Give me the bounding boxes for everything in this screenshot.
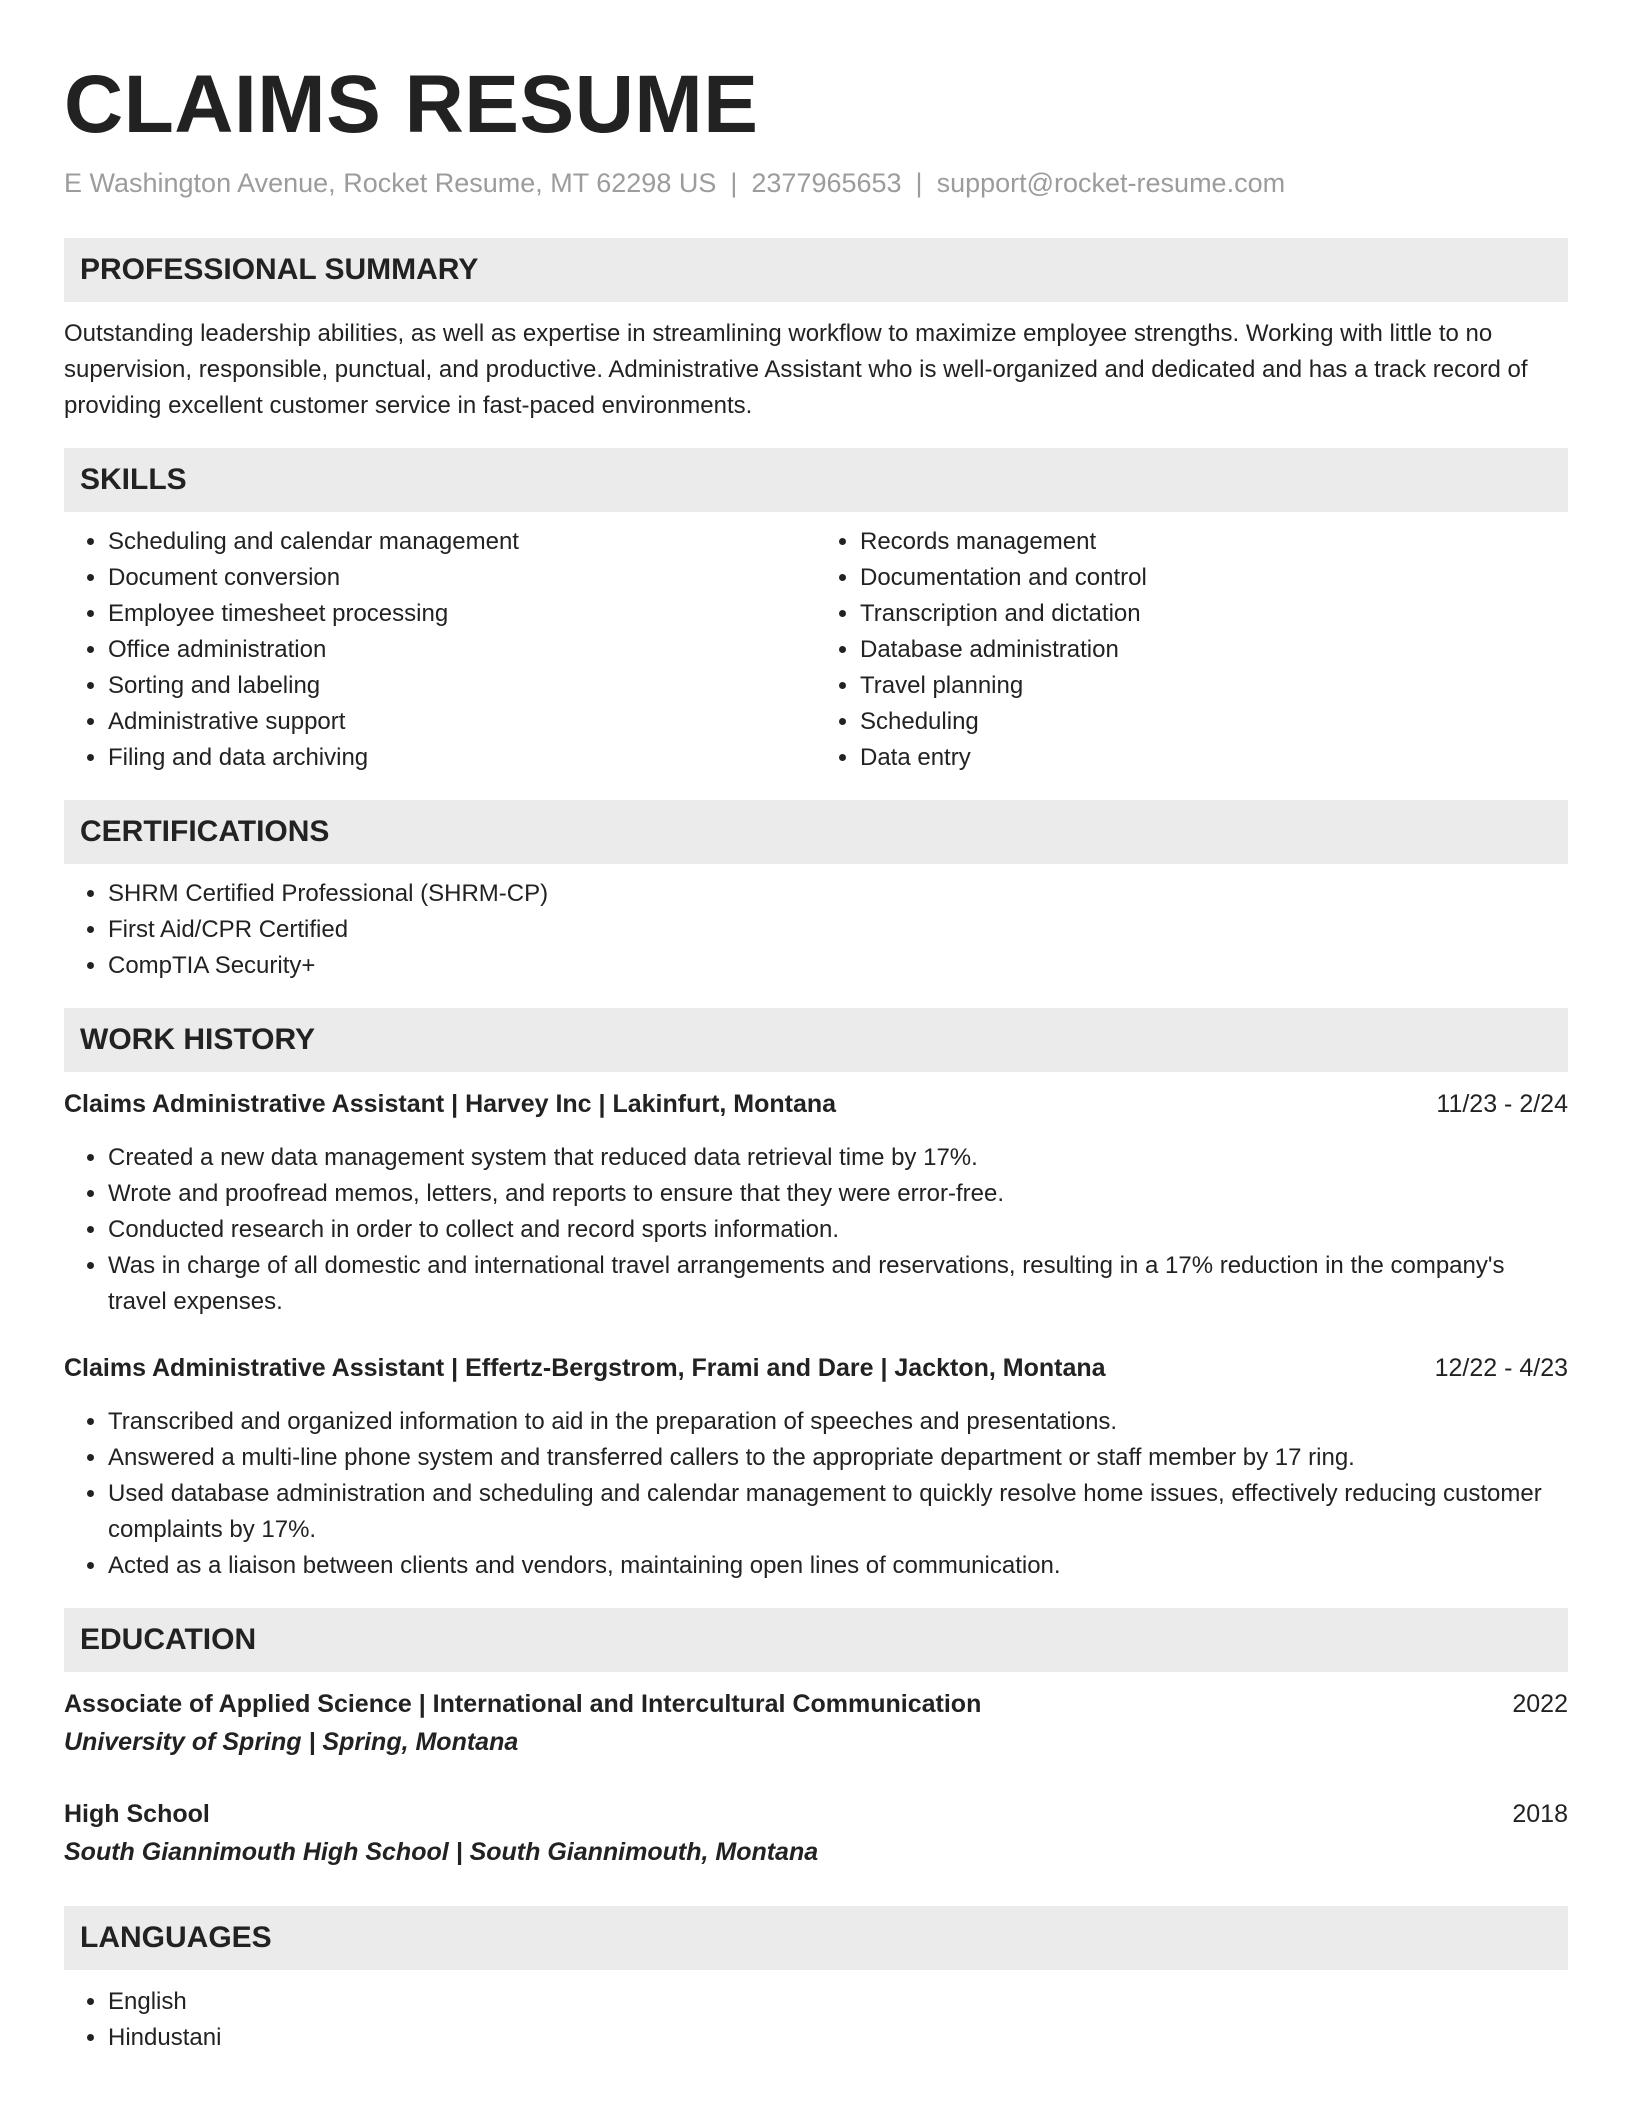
skill-item: • Database administration xyxy=(860,632,1568,668)
job-bullet: • Created a new data management system that reduced data retrieval time by 17%. xyxy=(108,1140,1568,1176)
job-bullets xyxy=(64,1404,1568,1584)
skill-item: • Data entry xyxy=(860,740,1568,776)
job-entry xyxy=(64,1350,1568,1584)
summary-text: Outstanding leadership abilities, as well as expertise in streamlining workflow to maximize employee strengths. Working with little to no supervision, responsible, punctual, and productive. Administrative Assistant who is well-organized and dedicated and has a track record of providing excellent customer service in fast-paced environments. xyxy=(64,320,1528,419)
skill-item: • Travel planning xyxy=(860,668,1568,704)
certification-item: • First Aid/CPR Certified xyxy=(108,912,1568,948)
job-bullet: • Was in charge of all domestic and international travel arrangements and reservations, resulting in a 17% reduction in the company's travel expenses. xyxy=(108,1248,1568,1320)
contact-email: support@rocket-resume.com xyxy=(936,168,1286,198)
education-entry xyxy=(64,1686,1568,1760)
education-heading: EDUCATION xyxy=(64,1608,1568,1672)
skill-item: • Scheduling and calendar management xyxy=(108,524,816,560)
skill-item: • Documentation and control xyxy=(860,560,1568,596)
skill-item: • Employee timesheet processing xyxy=(108,596,816,632)
degree-title: High School xyxy=(64,1800,210,1828)
education-entry xyxy=(64,1796,1568,1870)
languages-list xyxy=(64,1984,1568,2056)
job-bullets xyxy=(64,1140,1568,1320)
education-year: 2018 xyxy=(1512,1800,1568,1828)
skills-list-left xyxy=(64,524,816,776)
skills-grid xyxy=(64,524,1568,776)
contact-separator: | xyxy=(915,168,923,198)
job-bullet: • Acted as a liaison between clients and vendors, maintaining open lines of communication. xyxy=(108,1548,1568,1584)
job-title: Claims Administrative Assistant | Effertz-Bergstrom, Frami and Dare | Jackton, Montana xyxy=(64,1354,1106,1382)
skill-item: • Administrative support xyxy=(108,704,816,740)
language-item: • English xyxy=(108,1984,1568,2020)
contact-separator: | xyxy=(730,168,738,198)
skill-item: • Sorting and labeling xyxy=(108,668,816,704)
certification-item: • CompTIA Security+ xyxy=(108,948,1568,984)
school-name: South Giannimouth High School | South Giannimouth, Montana xyxy=(64,1838,819,1866)
job-dates: 12/22 - 4/23 xyxy=(1434,1354,1568,1382)
job-entry xyxy=(64,1086,1568,1320)
contact-address: E Washington Avenue, Rocket Resume, MT 62298 US xyxy=(64,168,717,198)
contact-line xyxy=(64,166,1568,200)
job-title: Claims Administrative Assistant | Harvey Inc | Lakinfurt, Montana xyxy=(64,1090,837,1118)
language-item: • Hindustani xyxy=(108,2020,1568,2056)
skill-item: • Scheduling xyxy=(860,704,1568,740)
summary-heading: PROFESSIONAL SUMMARY xyxy=(64,238,1568,302)
job-bullet: • Used database administration and scheduling and calendar management to quickly resolve home issues, effectively reducing customer complaints by 17%. xyxy=(108,1476,1568,1548)
education-year: 2022 xyxy=(1512,1690,1568,1718)
job-bullet: • Transcribed and organized information to aid in the preparation of speeches and presentations. xyxy=(108,1404,1568,1440)
skills-list-right xyxy=(816,524,1568,776)
skill-item: • Office administration xyxy=(108,632,816,668)
job-bullet: • Answered a multi-line phone system and transferred callers to the appropriate department or staff member by 17 ring. xyxy=(108,1440,1568,1476)
skills-heading: SKILLS xyxy=(64,448,1568,512)
resume-name: CLAIMS RESUME xyxy=(64,59,759,150)
certifications-heading: CERTIFICATIONS xyxy=(64,800,1568,864)
work-history-heading: WORK HISTORY xyxy=(64,1008,1568,1072)
contact-phone: 2377965653 xyxy=(751,168,902,198)
skill-item: • Records management xyxy=(860,524,1568,560)
skill-item: • Filing and data archiving xyxy=(108,740,816,776)
languages-heading: LANGUAGES xyxy=(64,1906,1568,1970)
certification-item: • SHRM Certified Professional (SHRM-CP) xyxy=(108,876,1568,912)
job-dates: 11/23 - 2/24 xyxy=(1436,1090,1568,1118)
job-bullet: • Wrote and proofread memos, letters, and reports to ensure that they were error-free. xyxy=(108,1176,1568,1212)
degree-title: Associate of Applied Science | International and Intercultural Communication xyxy=(64,1690,982,1718)
skill-item: • Transcription and dictation xyxy=(860,596,1568,632)
school-name: University of Spring | Spring, Montana xyxy=(64,1728,519,1756)
skill-item: • Document conversion xyxy=(108,560,816,596)
job-bullet: • Conducted research in order to collect and record sports information. xyxy=(108,1212,1568,1248)
certifications-list xyxy=(64,876,1568,984)
